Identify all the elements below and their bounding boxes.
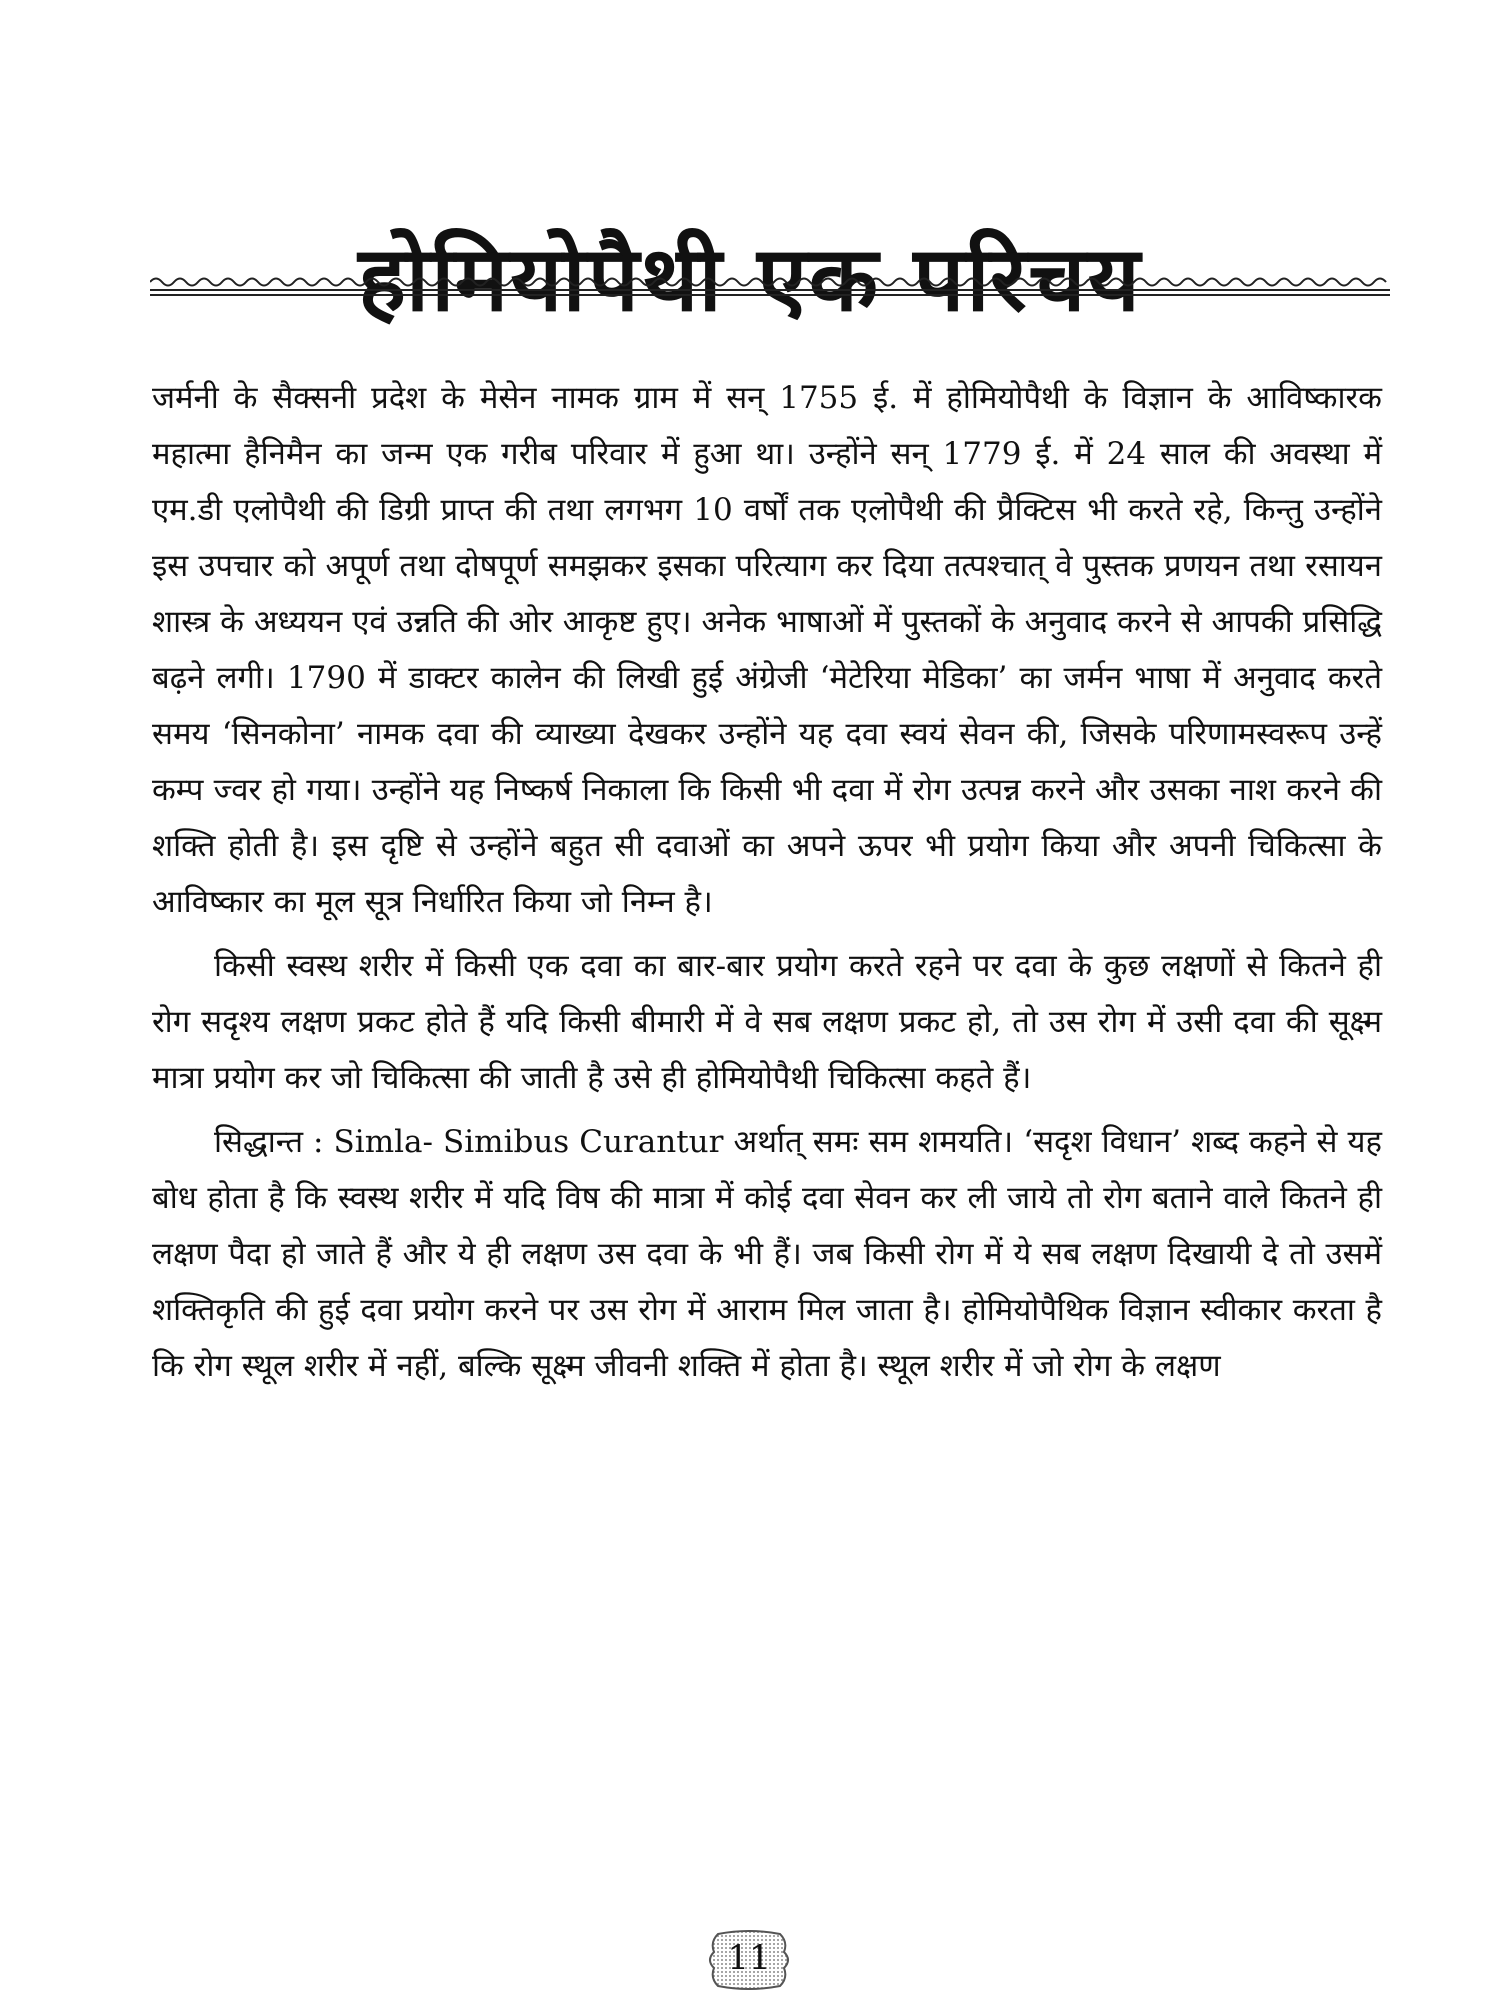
- paragraph-definition: किसी स्वस्थ शरीर में किसी एक दवा का बार-बार प्रयोग करते रहने पर दवा के कुछ लक्षणों से कितने ही रोग सदृश्य लक्षण प्रकट होते हैं यदि किसी बीमारी में वे सब लक्षण प्रकट हो, तो उस रोग में उसी दवा की सूक्ष्म मात्रा प्रयोग कर जो चिकित्सा की जाती है उसे ही होमियोपैथी चिकित्सा कहते हैं।: [152, 948, 1382, 1096]
- decorative-divider: [150, 270, 1390, 300]
- page-number: 11: [727, 1938, 771, 1978]
- paragraph-intro: जर्मनी के सैक्सनी प्रदेश के मेसेन नामक ग्राम में सन् 1755 ई. में होमियोपैथी के विज्ञान के आविष्कारक महात्मा हैनिमैन का जन्म एक गरीब परिवार में हुआ था। उन्होंने सन् 1779 ई. में 24 साल की अवस्था में एम.डी एलोपैथी की डिग्री प्राप्त की तथा लगभग 10 वर्षों तक एलोपैथी की प्रैक्टिस भी करते रहे, किन्तु उन्होंने इस उपचार को अपूर्ण तथा दोषपूर्ण समझकर इसका परित्याग कर दिया तत्पश्चात् वे पुस्तक प्रणयन तथा रसायन शास्त्र के अध्ययन एवं उन्नति की ओर आकृष्ट हुए। अनेक भाषाओं में पुस्तकों के अनुवाद करने से आपकी प्रसिद्धि बढ़ने लगी। 1790 में डाक्टर कालेन की लिखी हुई अंग्रेजी ‘मेटेरिया मेडिका’ का जर्मन भाषा में अनुवाद करते समय ‘सिनकोना’ नामक दवा की व्याख्या देखकर उन्होंने यह दवा स्वयं सेवन की, जिसके परिणामस्वरूप उन्हें कम्प ज्वर हो गया। उन्होंने यह निष्कर्ष निकाला कि किसी भी दवा में रोग उत्पन्न करने और उसका नाश करने की शक्ति होती है। इस दृष्टि से उन्होंने बहुत सी दवाओं का अपने ऊपर भी प्रयोग किया और अपनी चिकित्सा के आविष्कार का मूल सूत्र निर्धारित किया जो निम्न है।: [152, 380, 1383, 920]
- body-text: [152, 370, 1382, 1394]
- divider-wave: [150, 279, 1386, 286]
- page-title: होमियोपैथी एक परिचय: [358, 227, 1142, 333]
- paragraph-principle: सिद्धान्त : Simla- Simibus Curantur अर्थात् समः सम शमयति। ‘सदृश विधान’ शब्द कहने से यह बोध होता है कि स्वस्थ शरीर में यदि विष की मात्रा में कोई दवा सेवन कर ली जाये तो रोग बताने वाले कितने ही लक्षण पैदा हो जाते हैं और ये ही लक्षण उस दवा के भी हैं। जब किसी रोग में ये सब लक्षण दिखायी दे तो उसमें शक्तिकृति की हुई दवा प्रयोग करने पर उस रोग में आराम मिल जाता है। होमियोपैथिक विज्ञान स्वीकार करता है कि रोग स्थूल शरीर में नहीं, बल्कि सूक्ष्म जीवनी शक्ति में होता है। स्थूल शरीर में जो रोग के लक्षण: [152, 1124, 1382, 1384]
